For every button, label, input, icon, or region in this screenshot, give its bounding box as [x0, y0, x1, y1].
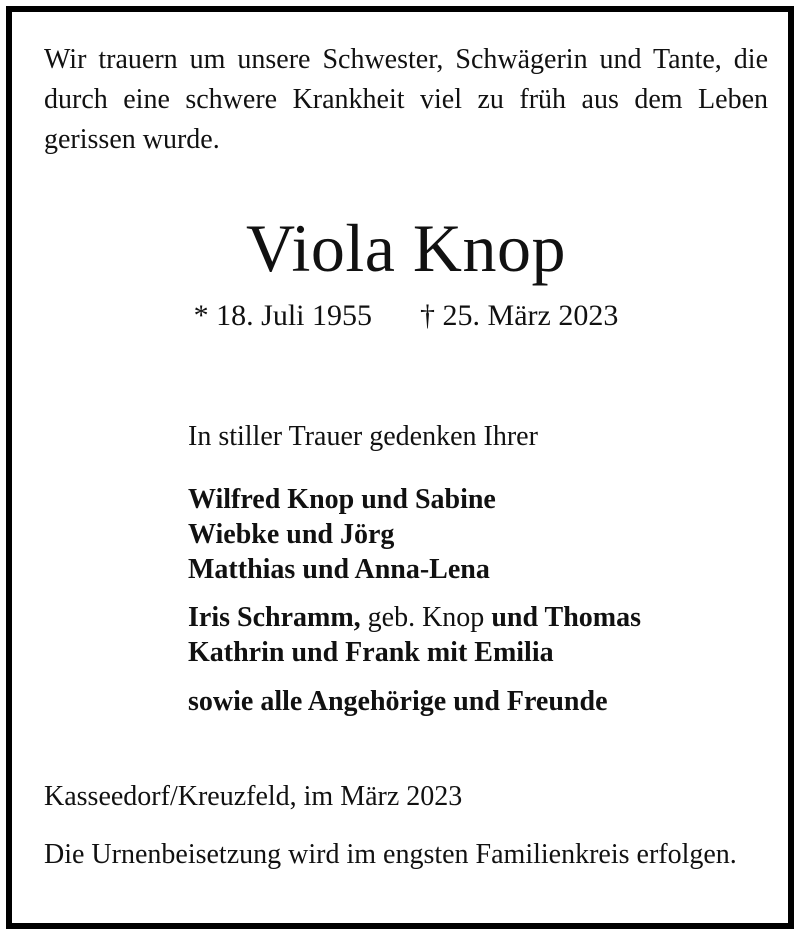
family-line-4-nee: geb. Knop: [360, 602, 492, 633]
family-line-4-name: Iris Schramm,: [188, 602, 361, 633]
family-line-4-rest: und Thomas: [491, 602, 641, 633]
birth-date: * 18. Juli 1955: [193, 299, 373, 332]
family-line-1: Wilfred Knop und Sabine: [188, 484, 496, 515]
life-dates: [12, 296, 800, 336]
closing-text: Die Urnenbeisetzung wird im engsten Familienkreis erfolgen.: [44, 839, 737, 870]
family-line-5: Kathrin und Frank mit Emilia: [188, 637, 554, 668]
intro-text: Wir trauern um unsere Schwester, Schwägerin und Tante, die durch eine schwere Krankheit viel zu früh aus dem Leben gerissen wurde.: [44, 44, 768, 155]
family-line-6: sowie alle Angehörige und Freunde: [188, 686, 608, 717]
death-date: † 25. März 2023: [420, 299, 619, 332]
mourning-line: In stiller Trauer gedenken Ihrer: [188, 421, 538, 452]
family-line-2: Wiebke und Jörg: [188, 519, 395, 550]
family-line-3: Matthias und Anna-Lena: [188, 554, 490, 585]
place-date: Kasseedorf/Kreuzfeld, im März 2023: [44, 781, 463, 812]
deceased-name: Viola Knop: [245, 210, 567, 286]
obituary-frame: [6, 6, 794, 929]
family-line-4: [188, 598, 641, 638]
